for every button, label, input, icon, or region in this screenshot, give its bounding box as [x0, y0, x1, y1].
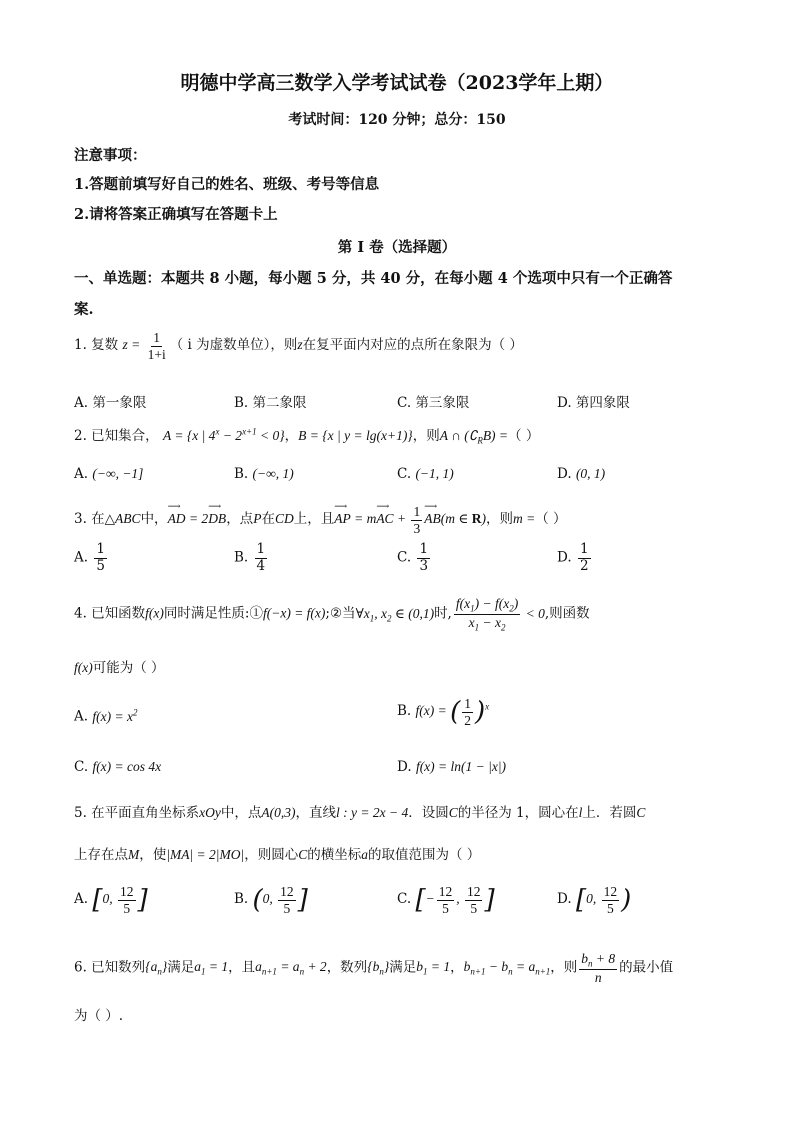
q1-text2: 在复平面内对应的点所在象限为（ ） [302, 337, 523, 354]
q3-option-b: B. $\frac{1}{4}$ [234, 541, 266, 574]
q1-prefix: 1. 复数 [74, 337, 119, 354]
question-5: 5. 在平面直角坐标系xOy中，点A(0,3)，直线l : y = 2x − 4．设圆C的半径为 1，圆心在l上．若圆C [74, 805, 646, 821]
q2-prefix: 2. 已知集合， [74, 428, 159, 444]
q2-set-b: B = {x | y = lg(x+1)} [298, 428, 413, 443]
q3-vector-eq: ⟶ AD = 2⟶ DB [168, 511, 227, 526]
question-2: 2. 已知集合， A = {x | $4^x - 2^{x+1} < 0$}，B = {x | y = lg(x+1)}，则A ∩ $(∁_RB)$ =（ ） [74, 426, 540, 446]
q1-option-c: C. 第三象限 [397, 395, 470, 411]
notice-item-2: 2.请将答案正确填写在答题卡上 [74, 206, 278, 223]
q4-option-a: A. $f(x) = x^2$ [74, 707, 138, 725]
question-6: 6. 已知数列$\{a_n\}$满足$a_1 = 1$，且$a_{n+1} = a_n + 2$，数列$\{b_n\}$满足$b_1 = 1$，$b_{n+1} - b_n = a_{n+1}$，则 $\frac{b_n + 8}{n}$ 的最小值 [74, 951, 674, 986]
q2-tail: （ ） [508, 428, 540, 444]
q4-ineq: $\frac{f(x_1) - f(x_2)}{x_1 - x_2}$ < 0 [455, 596, 545, 633]
q2-expr: A ∩ $(∁_RB)$ = [439, 428, 509, 446]
q3-option-d: D. $\frac{1}{2}$ [557, 541, 589, 574]
q1-formula: z = $\frac{1}{1+i}$ [122, 330, 166, 362]
section-title: 第 I 卷（选择题） [337, 239, 457, 256]
notice-item-1: 1.答题前填写好自己的姓名、班级、考号等信息 [74, 176, 380, 193]
q4-option-d: D. f(x) = ln(1 − |x|) [397, 759, 507, 775]
page-title: 明德中学高三数学入学考试试卷（2023学年上期） [180, 72, 614, 94]
q5-option-d: D. [0, $\frac{12}{5}$ ) [557, 884, 632, 916]
q3-prefix: 3. 在 [74, 511, 105, 528]
q3-option-a: A. $\frac{1}{5}$ [74, 541, 105, 574]
question-3: 3. 在△ABC中，⟶ AD = 2⟶ DB，点P在CD上，且⟶ AP = m⟶ AC + $\frac{1}{3}$ ⟶ AB(m ∈ R)，则m =（ ） [74, 504, 566, 536]
q1-z: z [297, 337, 303, 353]
question-4-line2: f(x)可能为（ ） [74, 660, 165, 676]
q3-ap-eq: ⟶ AP = m⟶ AC + $\frac{1}{3}$ ⟶ AB(m ∈ R) [334, 511, 486, 526]
section-intro-line2: 案. [74, 301, 94, 318]
q2-text-end: ，则 [412, 428, 440, 444]
q1-option-b: B. 第二象限 [234, 395, 307, 411]
q5-option-a: A. [0, $\frac{12}{5}$ ] [74, 884, 148, 916]
q1-text: （ i 为虚数单位），则 [169, 337, 298, 354]
q2-option-b: B. (−∞, 1) [234, 466, 294, 482]
q4-option-b: B. f(x) = ( $\frac{1}{2}$ )$^x$ [397, 696, 490, 728]
q2-option-c: C. (−1, 1) [397, 466, 454, 482]
question-1 [74, 330, 523, 362]
exam-info: 考试时间：120 分钟；总分：150 [288, 112, 506, 128]
q5-option-c: C. [− $\frac{12}{5}$ , $\frac{12}{5}$ ] [397, 884, 495, 916]
q3-option-c: C. $\frac{1}{3}$ [397, 541, 429, 574]
q2-option-a: A. (−∞, −1] [74, 466, 144, 482]
q2-set-a: A = {x | $4^x - 2^{x+1} < 0$} [162, 426, 285, 443]
q1-option-d: D. 第四象限 [557, 395, 630, 411]
question-4: 4. 已知函数f(x)同时满足性质:①f(−x) = f(x);②当$\forall x_1$, $x_2$ ∈ (0,1)时, $\frac{f(x_1) - f(x_2)}{x_1 - x_2}$ < 0,则函数 [74, 596, 590, 633]
q4-option-c: C. f(x) = cos 4x [74, 759, 162, 775]
section-intro-line1: 一、单选题：本题共 8 小题，每小题 5 分，共 40 分，在每小题 4 个选项中只有一个正确答 [74, 270, 673, 287]
question-5-line2: 上存在点M，使|MA| = 2|MO|，则圆心C的横坐标a的取值范围为（ ） [74, 847, 481, 863]
q2-option-d: D. (0, 1) [557, 466, 606, 482]
question-6-line2: 为（ ）. [74, 1008, 124, 1024]
notice-heading: 注意事项： [74, 147, 147, 164]
q1-option-a: A. 第一象限 [74, 395, 147, 411]
q5-option-b: B. (0, $\frac{12}{5}$ ] [234, 884, 308, 916]
